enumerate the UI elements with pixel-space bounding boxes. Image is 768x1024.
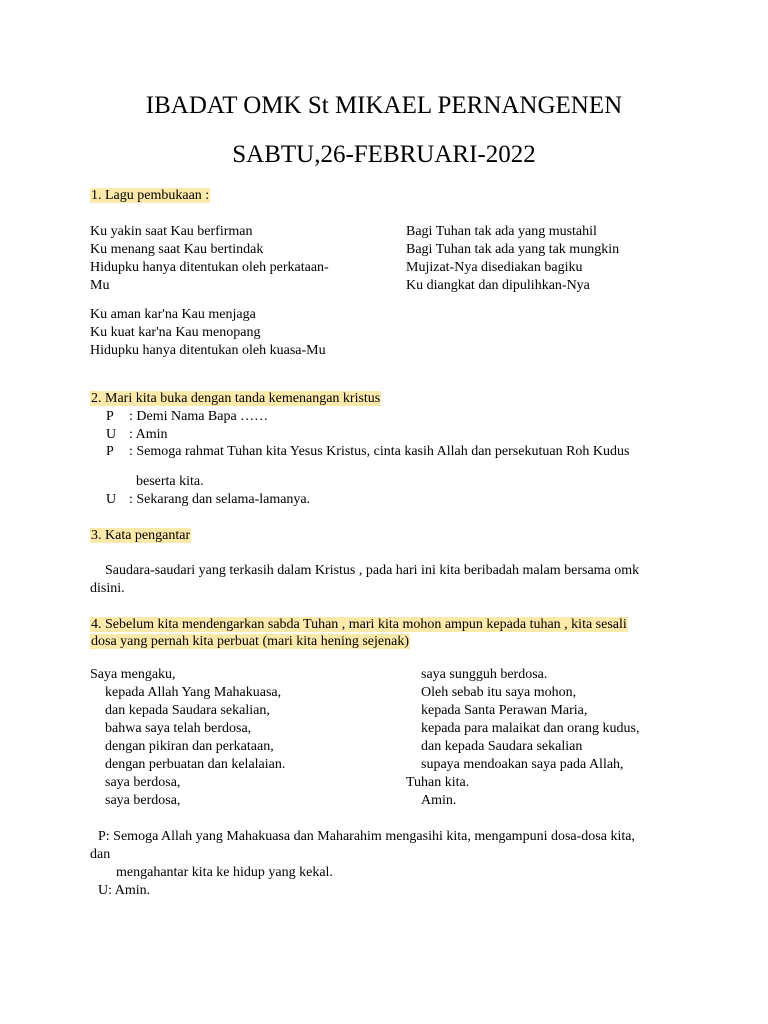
- song-verse1-right: [406, 223, 619, 295]
- lyric-line: Hidupku hanya ditentukan oleh kuasa-Mu: [90, 343, 326, 358]
- liturgy-line: [106, 408, 268, 426]
- prayer-line: Saya mengaku,: [90, 667, 176, 682]
- liturgy-text: : Semoga rahmat Tuhan kita Yesus Kristus, cinta kasih Allah dan persekutuan Roh Kudus: [129, 444, 630, 459]
- section1-heading-text: 1. Lagu pembukaan :: [91, 188, 210, 203]
- absolution-priest-line2: dan: [90, 847, 111, 862]
- liturgy-text: : Sekarang dan selama-lamanya.: [129, 492, 311, 507]
- prayer-line: kepada Allah Yang Mahakuasa,: [105, 685, 282, 700]
- lyric-line: Bagi Tuhan tak ada yang tak mungkin: [406, 242, 620, 257]
- absolution-priest-line1: P: Semoga Allah yang Mahakuasa dan Maharahim mengasihi kita, mengampuni dosa-dosa kita,: [98, 829, 635, 844]
- lyric-line: Bagi Tuhan tak ada yang mustahil: [406, 224, 597, 239]
- lyric-line: Mujizat-Nya disediakan bagiku: [406, 260, 583, 275]
- prayer-line: supaya mendoakan saya pada Allah,: [421, 757, 624, 772]
- speaker-label: P: [106, 444, 114, 459]
- prayer-line: Oleh sebab itu saya mohon,: [421, 685, 577, 700]
- introduction-paragraph: Saudara-saudari yang terkasih dalam Kristus , pada hari ini kita beribadah malam bersama omk disini.: [90, 563, 640, 596]
- prayer-line: saya berdosa,: [105, 775, 181, 790]
- lyric-line: Ku kuat kar'na Kau menopang: [90, 325, 261, 340]
- lyric-line: Mu: [90, 278, 110, 293]
- section2-heading-text: 2. Mari kita buka dengan tanda kemenangan kristus: [91, 391, 381, 406]
- speaker-label: U: [106, 427, 117, 442]
- confiteor-right-column: [406, 666, 639, 810]
- liturgy-continuation: beserta kita.: [136, 474, 204, 489]
- section4-heading-line2: dosa yang pernah kita perbuat (mari kita hening sejenak): [91, 634, 409, 649]
- prayer-line: kepada Santa Perawan Maria,: [421, 703, 588, 718]
- liturgy-line: [106, 443, 629, 461]
- lyric-line: Ku aman kar'na Kau menjaga: [90, 307, 256, 322]
- prayer-line: dan kepada Saudara sekalian: [421, 739, 583, 754]
- prayer-line: Amin.: [421, 793, 457, 808]
- prayer-line: saya sungguh berdosa.: [421, 667, 548, 682]
- section1-heading: [90, 187, 210, 204]
- document-date: SABTU,26-FEBRUARI-2022: [232, 141, 536, 168]
- prayer-line: bahwa saya telah berdosa,: [105, 721, 252, 736]
- prayer-line: dengan pikiran dan perkataan,: [105, 739, 274, 754]
- song-verse2: [90, 306, 326, 360]
- section4-heading-line1: 4. Sebelum kita mendengarkan sabda Tuhan , mari kita mohon ampun kepada tuhan , kita sesali: [91, 617, 627, 632]
- lyric-line: Hidupku hanya ditentukan oleh perkataan-: [90, 260, 329, 275]
- liturgy-text: : Demi Nama Bapa ……: [129, 409, 269, 424]
- prayer-line: Tuhan kita.: [406, 775, 470, 790]
- song-verse1-left: [90, 223, 329, 295]
- liturgy-line: [106, 426, 168, 444]
- lyric-line: Ku diangkat dan dipulihkan-Nya: [406, 278, 590, 293]
- section3-heading: [90, 527, 191, 544]
- prayer-line: saya berdosa,: [105, 793, 181, 808]
- document-title: IBADAT OMK St MIKAEL PERNANGENEN: [145, 92, 623, 119]
- lyric-line: Ku yakin saat Kau berfirman: [90, 224, 253, 239]
- speaker-label: P: [106, 409, 114, 424]
- prayer-line: dan kepada Saudara sekalian,: [105, 703, 270, 718]
- prayer-line: kepada para malaikat dan orang kudus,: [421, 721, 640, 736]
- liturgy-line: [106, 491, 310, 509]
- liturgy-text: : Amin: [129, 427, 168, 442]
- section3-heading-text: 3. Kata pengantar: [91, 528, 191, 543]
- absolution-people-response: U: Amin.: [98, 883, 151, 898]
- section4-heading: [90, 616, 628, 650]
- section2-heading: [90, 390, 381, 407]
- confiteor-left-column: [90, 666, 285, 810]
- absolution-priest-line3: mengahantar kita ke hidup yang kekal.: [116, 865, 333, 880]
- prayer-line: dengan perbuatan dan kelalaian.: [105, 757, 286, 772]
- speaker-label: U: [106, 492, 117, 507]
- lyric-line: Ku menang saat Kau bertindak: [90, 242, 264, 257]
